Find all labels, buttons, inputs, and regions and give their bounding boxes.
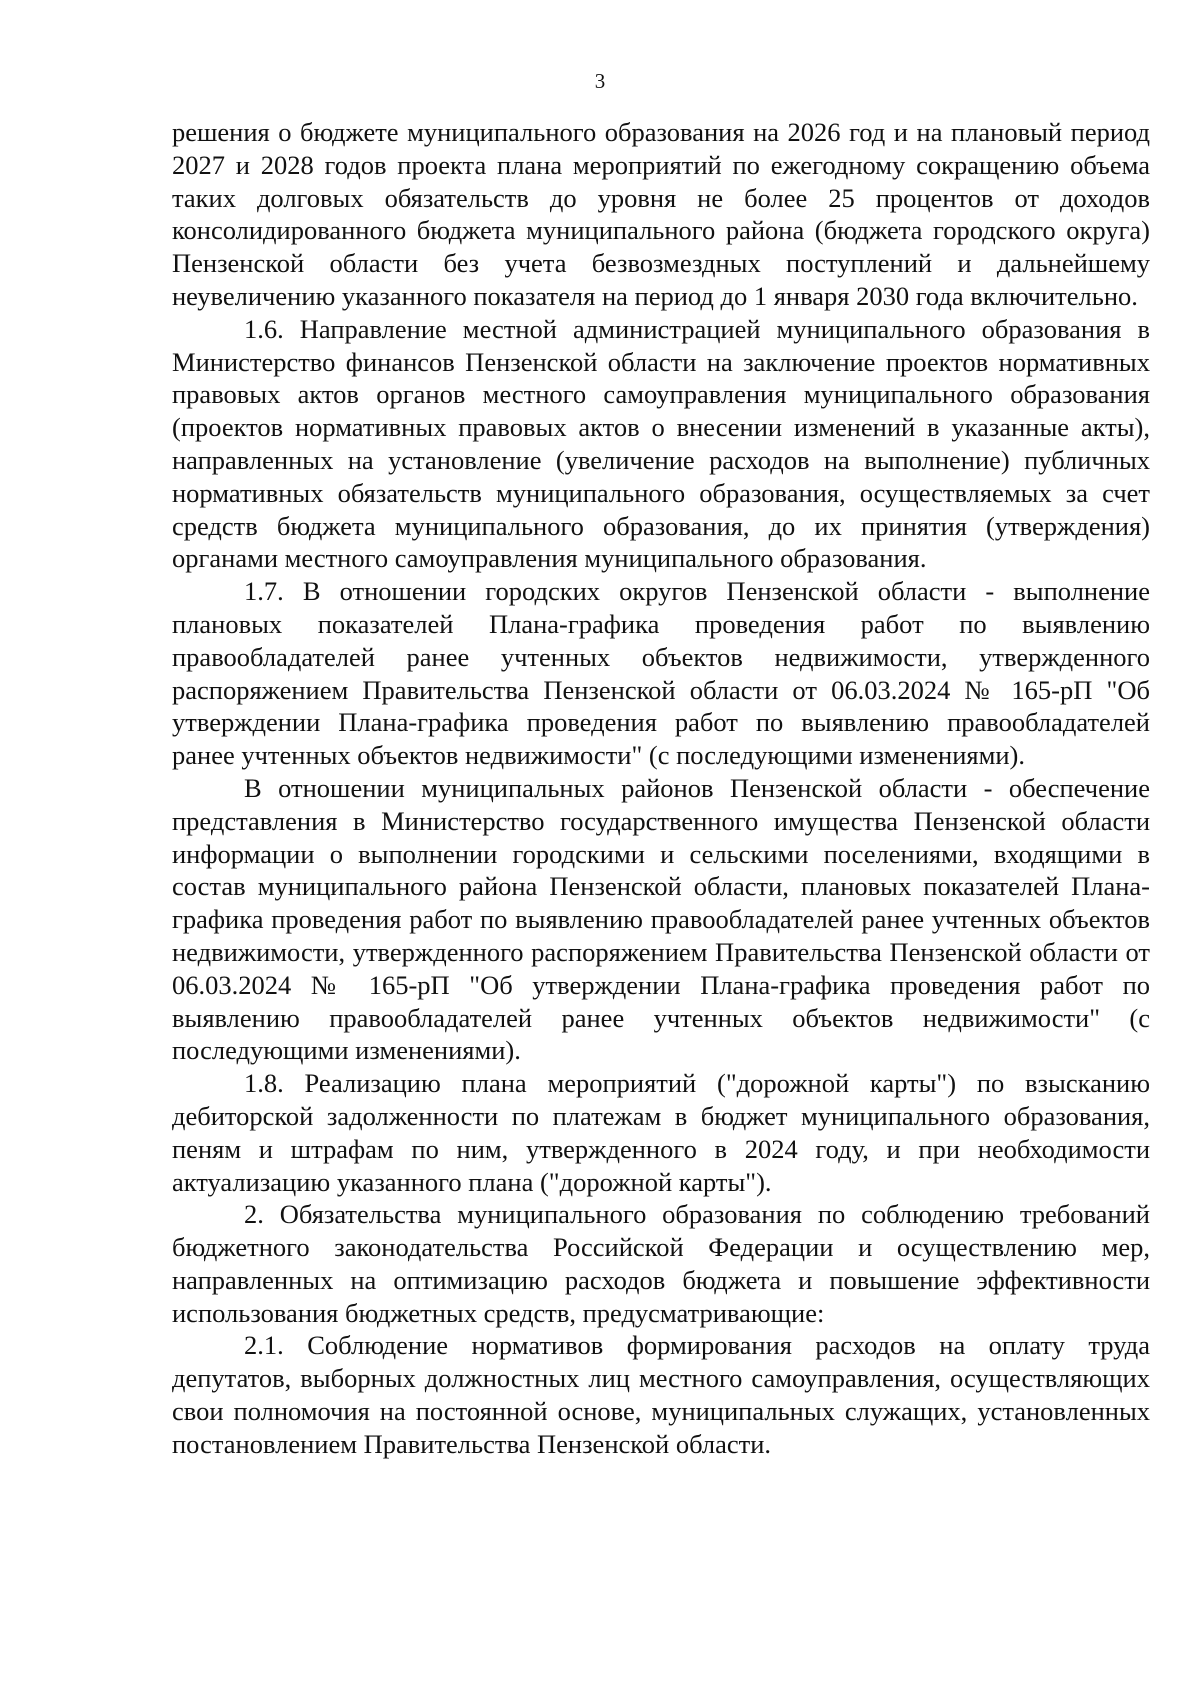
- paragraph-1-8: 1.8. Реализацию плана мероприятий ("дорожной карты") по взысканию дебиторской задолженности по платежам в бюджет муниципального образования, пеням и штрафам по ним, утвержденного в 2024 году, и при необходимости актуализацию указанного плана ("дорожной карты").: [172, 1068, 1150, 1197]
- paragraph-continuation: решения о бюджете муниципального образования на 2026 год и на плановый период 2027 и 2028 годов проекта плана мероприятий по ежегодному сокращению объема таких долговых обязательств до уровня не более 25 процентов от доходов консолидированного бюджета муниципального района (бюджета городского округа) Пензенской области без учета безвозмездных поступлений и дальнейшему неувеличению указанного показателя на период до 1 января 2030 года включительно.: [172, 117, 1150, 311]
- paragraph-1-6: 1.6. Направление местной администрацией муниципального образования в Министерство финансов Пензенской области на заключение проектов нормативных правовых актов органов местного самоуправления муниципального образования (проектов нормативных правовых актов о внесении изменений в указанные акты), направленных на установление (увеличение расходов на выполнение) публичных нормативных обязательств муниципального образования, осуществляемых за счет средств бюджета муниципального образования, до их принятия (утверждения) органами местного самоуправления муниципального образования.: [172, 313, 1150, 574]
- paragraph-1-7: 1.7. В отношении городских округов Пензенской области - выполнение плановых показателей Плана-графика проведения работ по выявлению правообладателей ранее учтенных объектов недвижимости, утвержденного распоряжением Правительства Пензенской области от 06.03.2024 № 165-рП "Об утверждении Плана-графика проведения работ по выявлению правообладателей ранее учтенных объектов недвижимости" (с последующими изменениями).: [172, 576, 1150, 771]
- paragraph-2: 2. Обязательства муниципального образования по соблюдению требований бюджетного законодательства Российской Федерации и осуществлению мер, направленных на оптимизацию расходов бюджета и повышение эффективности использования бюджетных средств, предусматривающие:: [172, 1199, 1150, 1328]
- paragraph-1-7-districts: В отношении муниципальных районов Пензенской области - обеспечение представления в Министерство государственного имущества Пензенской области информации о выполнении городскими и сельскими поселениями, входящими в состав муниципального района Пензенской области, плановых показателей Плана-графика проведения работ по выявлению правообладателей ранее учтенных объектов недвижимости, утвержденного распоряжением Правительства Пензенской области от 06.03.2024 № 165-рП "Об утверждении Плана-графика проведения работ по выявлению правообладателей ранее учтенных объектов недвижимости" (с последующими изменениями).: [172, 772, 1150, 1066]
- paragraph-2-1: 2.1. Соблюдение нормативов формирования расходов на оплату труда депутатов, выборных должностных лиц местного самоуправления, осуществляющих свои полномочия на постоянной основе, муниципальных служащих, установленных постановлением Правительства Пензенской области.: [172, 1330, 1150, 1459]
- document-body: [172, 116, 1150, 1461]
- page-number: 3: [594, 69, 606, 93]
